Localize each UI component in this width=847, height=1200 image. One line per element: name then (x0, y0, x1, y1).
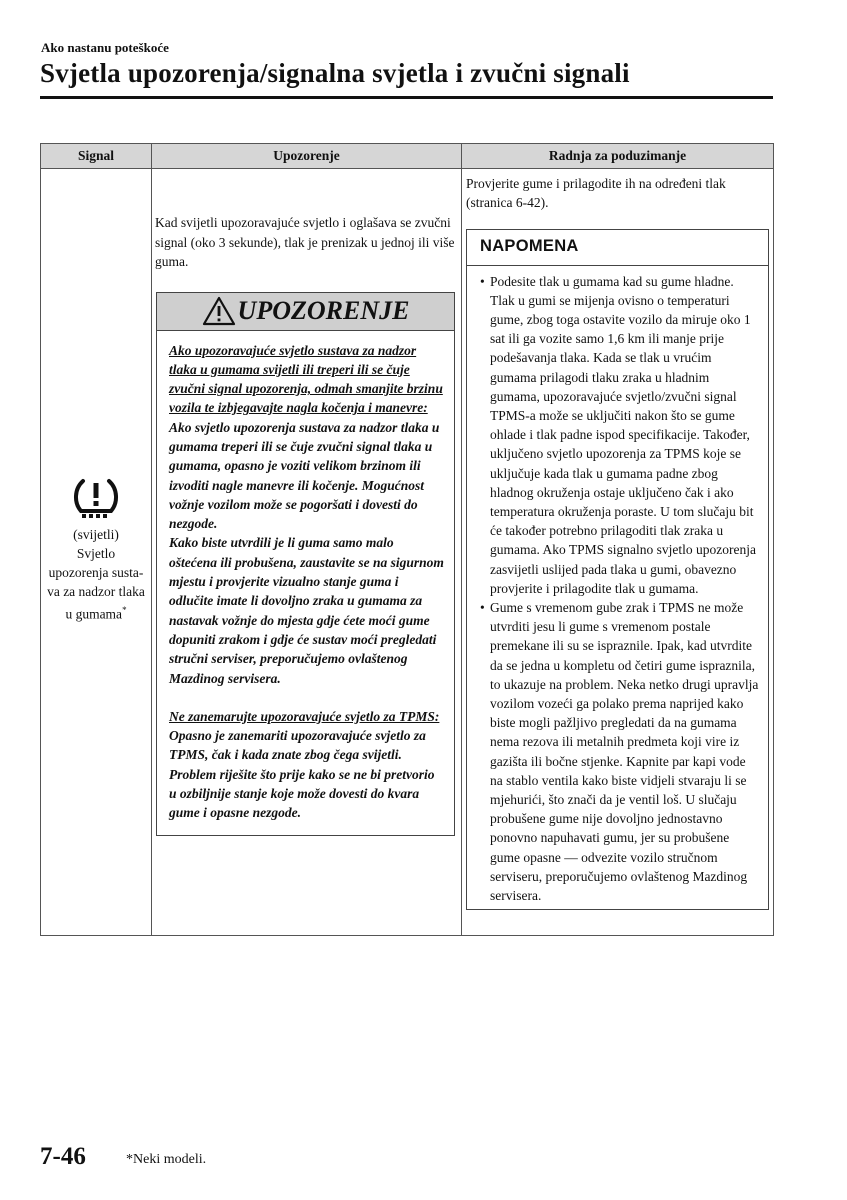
caution-paragraph: Opasno je zanemariti upozoravajuće svjetlo za TPMS, čak i kada znate zbog čega svijetli. Problem riješite što prije kako se ne bi pretvorio u ozbiljnije stanje koje može dovesti do kvara gume i opasne nezgode. (169, 728, 435, 821)
caution-paragraph: Kako biste utvrdili je li guma samo malo oštećena ili probušena, zaustavite se na sigurnom mjestu i provjerite vizualno stanje guma i odlučite imate li dovoljno zraka u gumama za nastavak vožnje do mjesta gdje ćete moći gume dopuniti zrakom i gdje će sustav moći pregledati stručni serviser, preporučujemo ovlaštenog Mazdinog servisera. (169, 535, 444, 686)
caution-heading: Ako upozoravajuće svjetlo sustava za nadzor tlaka u gumama svijetli ili treperi ili se čuje zvučni signal upozorenja, odmah smanjite brzinu vozila te izbjegavajte nagla kočenja i manevre: (169, 342, 443, 416)
signal-label-line: va za nadzor tlaka (47, 584, 145, 599)
signal-cell (41, 169, 152, 936)
signal-label-line: upozorenja susta- (48, 565, 144, 580)
signal-status: (svijetli) (73, 527, 119, 542)
caution-box-body (157, 331, 454, 835)
column-header-signal: Signal (41, 144, 152, 169)
column-header-action: Radnja za poduzimanje (462, 144, 774, 169)
page-number: 7-46 (40, 1143, 86, 1170)
action-intro: Provjerite gume i prilagodite ih na određeni tlak (stranica 6-42). (466, 176, 726, 211)
note-box (466, 229, 769, 911)
note-box-body (467, 266, 768, 910)
note-box-title: NAPOMENA (467, 230, 768, 266)
tpms-warning-icon (70, 475, 122, 521)
column-header-warning: Upozorenje (152, 144, 462, 169)
section-label: Ako nastanu poteškoće (41, 40, 169, 55)
warning-table (40, 143, 774, 936)
caution-box-header (157, 293, 454, 331)
title-rule (40, 96, 773, 99)
warning-intro: Kad svijetli upozoravajuće svjetlo i oglašava se zvučni signal (oko 3 sekunde), tlak je prenizak u jednoj ili više guma. (155, 215, 455, 269)
signal-label-line: u gumama (65, 606, 123, 622)
caution-box-title: UPOZORENJE (237, 296, 410, 326)
note-item: • Gume s vremenom gube zrak i TPMS ne može utvrditi jesu li gume s vremenom postale premekane ili su se ispraznile. Ipak, kad utvrdite da se jedna u kompletu od četiri gume ispraznila, to ukazuje na problem. Neka netko drugi upravlja vozilom vozeći ga polako prema naprijed kako biste mogli pažljivo pregledati da na gumama nema rezova ili metalnih predmeta koji vire iz gazišta ili bočne stjenke. Kapnite par kapi vode na stablo ventila kako biste vidjeli stvaraju li se mjehurići, što znači da je ventil loš. U slučaju probušene gume nije dovoljno jednostavno ponovno napuhavati gumu, jer su probušene gume opasne — odvezite vozilo stručnom serviseru, preporučujemo ovlaštenog Mazdinog servisera. (480, 600, 759, 904)
note-item-text: Podesite tlak u gumama kad su gume hladne. Tlak u gumi se mijenja ovisno o temperaturi gume, zbog toga ostavite vozilo da miruje oko 1 sat ili ga vozite samo 1,6 km ili manje prije podešavanja tlaka. Kada se tlak u vrućim gumama prilagodi tlaku zraka u hladnim gumama, upozoravajuće svjetlo/zvučni signal TPMS-a može se uključiti nakon što se gume ohlade i tlak padne ispod specifikacije. Također, uključeno svjetlo upozorenja za TPMS koje se uključuje kada tlak u gumama padne zbog hladnog okruženja ostaje uključeno čak i ako temperatura okruženja poraste. U tom slučaju bit će također potrebno prilagoditi tlak zraka u gumama. Ako TPMS signalno svjetlo upozorenja zasvijetli uslijed pada tlaka u gumi, obavezno provjerite i prilagodite tlak u gumama. (490, 273, 756, 596)
caution-heading: Ne zanemarujte upozoravajuće svjetlo za TPMS: (169, 708, 440, 724)
footnote-mark: * (122, 605, 127, 615)
table-row (41, 169, 774, 936)
footnote: *Neki modeli. (126, 1152, 207, 1167)
page-title: Svjetla upozorenja/signalna svjetla i zvučni signali (40, 58, 630, 88)
signal-label-line: Svjetlo (76, 546, 116, 561)
note-item: • Podesite tlak u gumama kad su gume hladne. Tlak u gumi se mijenja ovisno o temperaturi gume, zbog toga ostavite vozilo da miruje oko 1 sat ili ga vozite samo 1,6 km ili manje prije podešavanja tlaka. Kada se tlak u vrućim gumama prilagodi tlaku zraka u hladnim gumama, upozoravajuće svjetlo/zvučni signal TPMS-a može se uključiti nakon što se gume ohlade i tlak padne ispod specifikacije. Također, uključeno svjetlo upozorenja za TPMS koje se uključuje kada tlak u gumama padne zbog hladnog okruženja ostaje uključeno čak i ako temperatura okruženja poraste. U tom slučaju bit će također potrebno prilagoditi tlak zraka u gumama. Ako TPMS signalno svjetlo upozorenja zasvijetli uslijed pada tlaka u gumi, obavezno provjerite i prilagodite tlak u gumama. (480, 273, 756, 596)
caution-paragraph: Ako svjetlo upozorenja sustava za nadzor tlaka u gumama treperi ili se čuje zvučni signal tlaka u gumama, opasno je voziti velikom brzinom ili izvoditi nagle manevre ili kočenje. Mogućnost vožnje vozilom može se pogoršati i dovesti do nezgode. (169, 419, 440, 532)
action-cell (462, 169, 774, 936)
warning-triangle-icon (202, 296, 236, 326)
table-header-row (41, 144, 774, 169)
warning-cell (152, 169, 462, 936)
caution-box (156, 292, 455, 836)
note-item-text: Gume s vremenom gube zrak i TPMS ne može utvrditi jesu li gume s vremenom postale premekane ili su se ispraznile. Ipak, kad utvrdite da se jedna u kompletu od četiri gume ispraznila, to ukazuje na problem. Neka netko drugi upravlja vozilom vozeći ga polako prema naprijed kako biste mogli pažljivo pregledati da na gumama nema rezova ili metalnih predmeta koji vire iz gazišta ili bočne stjenke. Kapnite par kapi vode na stablo ventila kako biste vidjeli stvaraju li se mjehurići, što znači da je ventil loš. U slučaju probušene gume nije dovoljno jednostavno ponovno napuhavati gumu, jer su probušene gume opasne — odvezite vozilo stručnom serviseru, preporučujemo ovlaštenog Mazdinog servisera. (490, 600, 759, 904)
